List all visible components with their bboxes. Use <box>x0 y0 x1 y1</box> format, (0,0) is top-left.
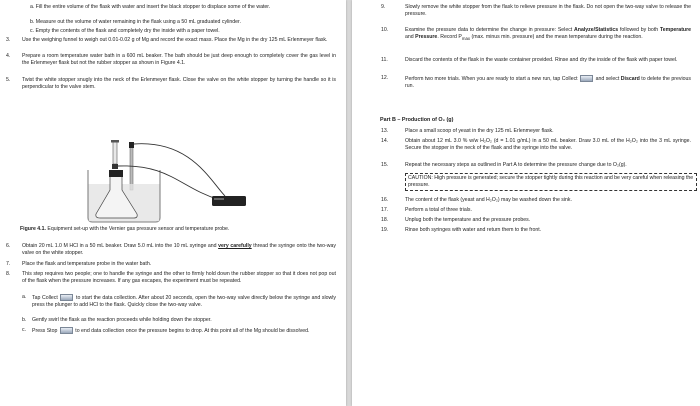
step-8c <box>32 327 336 335</box>
step-2b-text: b. Measure out the volume of water remaining in the flask using a 50 mL graduated cylinder. <box>30 19 241 25</box>
step-19 <box>405 227 691 234</box>
step-10 <box>405 27 691 42</box>
step-15-number: 15. <box>381 162 389 168</box>
step-14-number: 14. <box>381 138 389 144</box>
step-17 <box>405 207 691 214</box>
step-12-text-mid: and select <box>595 75 620 82</box>
step-8b-label: b. <box>22 317 27 323</box>
collect-button-icon <box>60 294 73 301</box>
step-10-analyze-statistics: Analyze/Statistics <box>574 27 619 33</box>
step-11-number: 11. <box>381 57 388 63</box>
step-10-subscript: max <box>461 36 471 42</box>
interface-port <box>214 198 224 200</box>
step-19-text: Rinse both syringes with water and return them to the front. <box>405 227 542 233</box>
step-14-text: Obtain about 12 mL 3.0 % w/w H₂O₂ (d = 1.01 g/mL) in a 50 mL beaker. Draw 3.0 mL of the H₂O₂ into the 3 mL syringe. Secure the stopper in the neck of the flask and the syringe into the valve. <box>405 138 691 151</box>
caution-box <box>405 173 697 191</box>
step-18-number: 18. <box>381 217 389 223</box>
step-6 <box>22 243 336 257</box>
step-3-number: 3. <box>6 37 11 43</box>
step-16 <box>405 197 691 204</box>
step-12-number: 12. <box>381 75 389 81</box>
step-8a-label: a. <box>22 294 27 300</box>
step-9-number: 9. <box>381 4 386 10</box>
step-4-number: 4. <box>6 53 11 59</box>
step-8c-label: c. <box>22 327 27 333</box>
syringe-barrel <box>113 142 117 164</box>
figure-caption <box>20 226 229 232</box>
step-12-discard: Discard <box>620 75 640 82</box>
temperature-probe-handle <box>129 142 134 148</box>
step-10-text-post: (max. minus min. pressure) and the mean temperature during the reaction. <box>471 34 643 40</box>
part-b-heading: Part B – Production of O₂ (g) <box>380 117 454 123</box>
step-5-number: 5. <box>6 77 11 83</box>
step-19-number: 19. <box>381 227 389 233</box>
step-10-text-mid3: . Record P <box>437 34 462 40</box>
step-13 <box>405 128 691 135</box>
step-6-text-b: thread the syringe onto the two-way valve on the white stopper. <box>22 243 337 256</box>
step-15-text: Repeat the necessary steps as outlined in Part A to determine the pressure change due to O₂(g). <box>405 162 627 168</box>
step-10-pressure: Pressure <box>415 34 438 40</box>
step-17-text: Perform a total of three trials. <box>405 207 472 213</box>
step-9-text: Slowly remove the white stopper from the flask to relieve pressure in the flask. Do not open the two-way valve to release the pressure. <box>405 4 691 17</box>
step-2c-text: c. Empty the contents of the flask and completely dry the inside with a paper towel. <box>30 28 220 34</box>
step-13-number: 13. <box>381 128 389 134</box>
step-4 <box>22 53 336 67</box>
step-10-temperature: Temperature <box>659 27 691 33</box>
caution-text: CAUTION: High pressure is generated; secure the stopper tightly during this reaction and be very careful when releasing the pressure. <box>408 175 694 188</box>
step-11 <box>405 57 691 64</box>
step-3-text: Use the weighing funnel to weigh out 0.01-0.02 g of Mg and record the exact mass. Place the Mg in the dry 125 mL Erlenmeyer flask. <box>22 37 328 43</box>
rubber-stopper <box>109 170 123 177</box>
step-15 <box>405 162 691 169</box>
step-12-text-pre: Perform two more trials. When you are ready to start a new run, tap Collect <box>405 75 578 82</box>
step-18-text: Unplug both the temperature and the pressure probes. <box>405 217 531 223</box>
step-2a-text: a. Fill the entire volume of the flask with water and insert the black stopper to displace some of the water. <box>30 4 271 10</box>
step-12 <box>405 75 691 90</box>
temperature-probe <box>130 146 133 190</box>
step-17-number: 17. <box>381 207 389 213</box>
step-12-text-post: to delete the previous run. <box>405 75 691 89</box>
step-2a <box>30 4 336 11</box>
step-16-number: 16. <box>381 197 389 203</box>
step-6-text-a: Obtain 20 mL 1.0 M HCl in a 50 mL beaker. Draw 5.0 mL into the 10 mL syringe and <box>22 243 217 249</box>
step-8-number: 8. <box>6 271 11 277</box>
step-10-text-mid1: followed by both <box>619 27 659 33</box>
vernier-interface-box <box>212 196 246 206</box>
step-7 <box>22 261 336 268</box>
step-8 <box>22 271 336 285</box>
step-8a-text-pre: Tap Collect <box>32 294 58 301</box>
step-10-number: 10. <box>381 27 389 33</box>
step-8c-text-pre: Press Stop <box>32 327 58 334</box>
step-2b <box>30 19 336 26</box>
step-8c-text-post: to end data collection once the pressure begins to drop. At this point all of the Mg should be dissolved. <box>75 327 310 334</box>
step-5-text: Twist the white stopper snugly into the neck of the Erlenmeyer flask. Close the valve on the white stopper by turning the handle so it is perpendicular to the valve stem. <box>22 77 336 90</box>
step-5 <box>22 77 336 91</box>
step-3 <box>22 37 336 44</box>
step-7-text: Place the flask and temperature probe in the water bath. <box>22 261 152 267</box>
step-6-number: 6. <box>6 243 11 249</box>
equipment-setup-figure <box>70 140 270 224</box>
figure-caption-text: Equipment set-up with the Vernier gas pressure sensor and temperature probe. <box>47 226 230 232</box>
step-9 <box>405 4 691 18</box>
valve-body <box>112 164 118 169</box>
step-10-text-mid2: and <box>405 34 414 40</box>
step-7-number: 7. <box>6 261 11 267</box>
step-13-text: Place a small scoop of yeast in the dry 125 mL Erlenmeyer flask. <box>405 128 554 134</box>
step-18 <box>405 217 691 224</box>
step-4-text: Prepare a room temperature water bath in a 600 mL beaker. The bath should be just deep enough to completely cover the gas level in the Erlenmeyer flask but not the rubber stopper as shown in Figure 4.1. <box>22 53 336 66</box>
step-10-text-pre: Examine the pressure data to determine the change in pressure: Select <box>405 27 573 33</box>
left-page <box>0 0 346 406</box>
step-8-text: This step requires two people; one to handle the syringe and the other to firmly hold down the rubber stopper so that it does not pop out of the flask when the pressure increases. If any gas escapes, the experiment must be repeated. <box>22 271 336 284</box>
step-8b <box>32 317 336 324</box>
step-14 <box>405 138 691 152</box>
step-8a-text-post: to start the data collection. After about 20 seconds, open the two-way valve directly below the syringe and slowly press the plunger to add HCl to the flask. Quickly close the two-way valve. <box>32 294 337 308</box>
stop-button-icon <box>60 327 73 334</box>
figure-caption-label: Figure 4.1. <box>20 226 46 232</box>
collect-button-icon <box>580 75 593 82</box>
step-16-text: The content of the flask (yeast and H₂O₂) may be washed down the sink. <box>405 197 572 203</box>
step-11-text: Discard the contents of the flask in the waste container provided. Rinse and dry the inside of the flask with paper towel. <box>405 57 678 63</box>
step-6-emphasis: very carefully <box>218 243 252 249</box>
step-8a <box>32 294 336 309</box>
step-2c <box>30 28 336 35</box>
right-page <box>352 0 700 406</box>
syringe-plunger <box>111 140 119 143</box>
step-8b-text: Gently swirl the flask as the reaction proceeds while holding down the stopper. <box>32 317 212 323</box>
